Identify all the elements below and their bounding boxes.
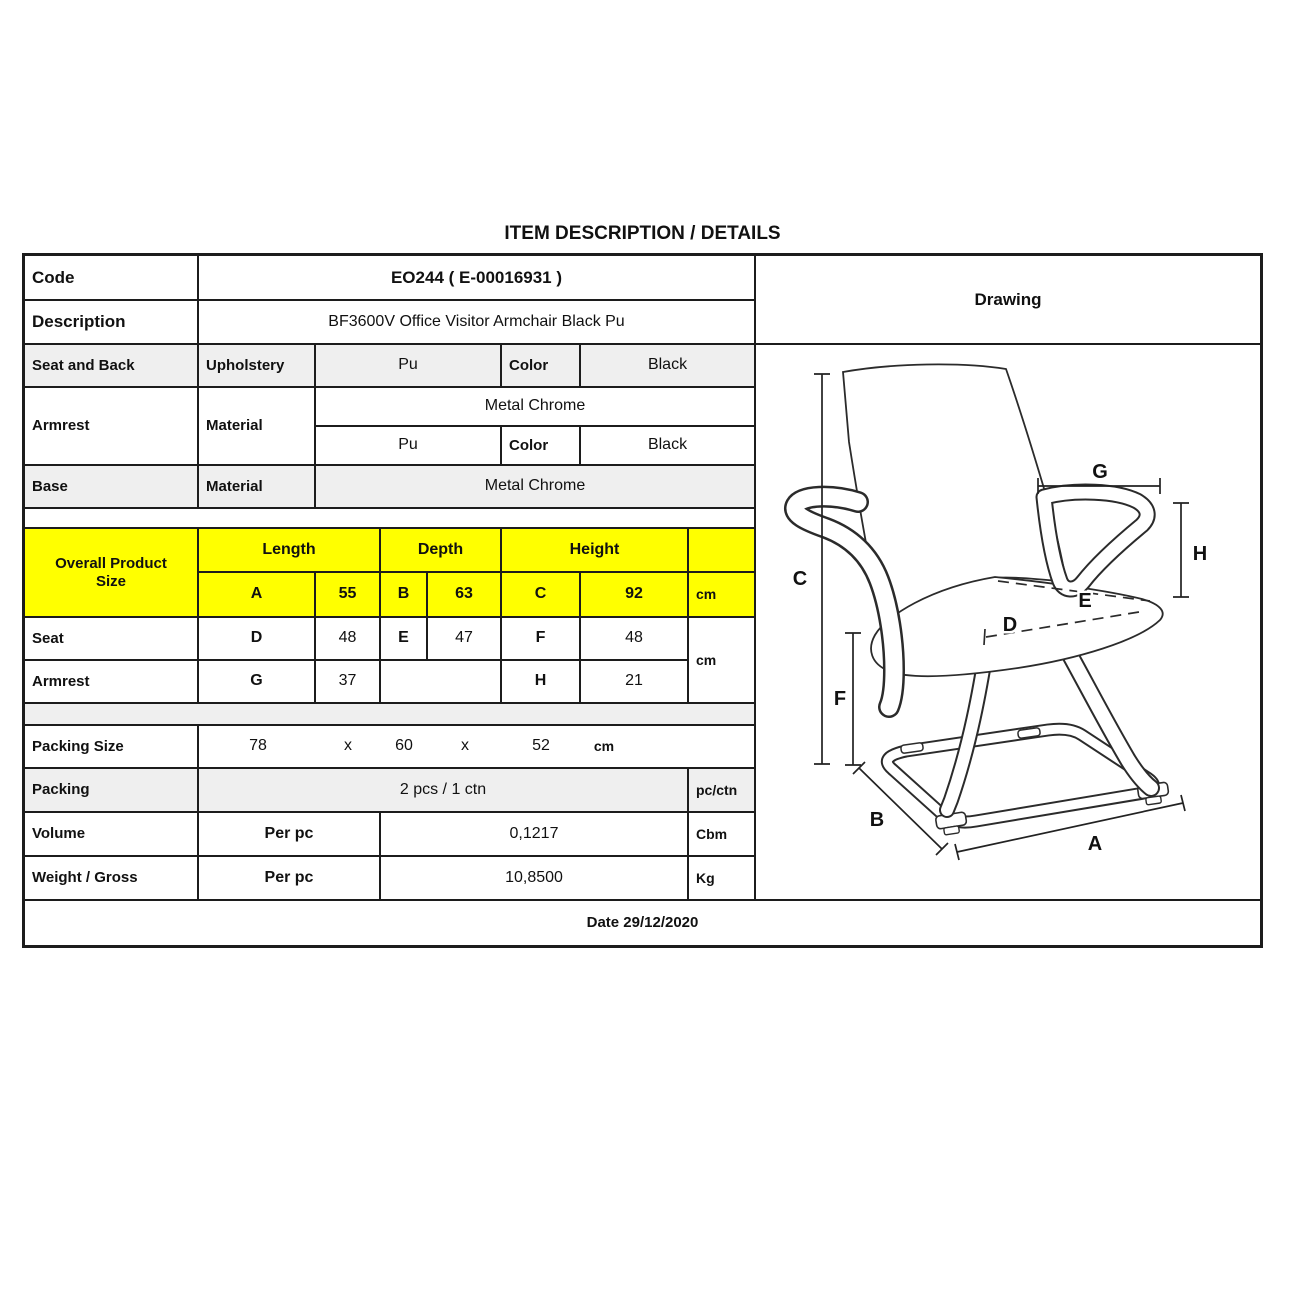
description-value: BF3600V Office Visitor Armchair Black Pu [199, 301, 756, 345]
seat-val-d: 48 [316, 618, 381, 661]
seat-armrest-unit: cm [689, 618, 756, 704]
seat-key-e: E [381, 618, 428, 661]
size-col-unit-empty [689, 529, 756, 573]
drawing-label-e: E [1078, 590, 1092, 612]
packing-size-label: Packing Size [25, 726, 199, 769]
drawing-area [756, 345, 1260, 901]
volume-label: Volume [25, 813, 199, 857]
seat-val-f: 48 [581, 618, 689, 661]
packing-unit: pc/ctn [689, 769, 756, 813]
drawing-label-g: G [1092, 461, 1108, 483]
armrest-attr: Material [199, 388, 316, 466]
armrest-color-value: Black [581, 427, 756, 466]
size-col-height: Height [502, 529, 689, 573]
dim-line-c [814, 374, 830, 764]
size-group-label: Overall Product Size [25, 529, 199, 618]
seat-back-attr: Upholstery [199, 345, 316, 388]
seat-key-f: F [502, 618, 581, 661]
seat-val-e: 47 [428, 618, 502, 661]
size-col-depth: Depth [381, 529, 502, 573]
seat-key-d: D [199, 618, 316, 661]
drawing-title: Drawing [756, 256, 1260, 345]
overall-key-a: A [199, 573, 316, 618]
armrest-pad-material: Pu [316, 427, 502, 466]
spacer-row-1 [25, 509, 756, 529]
overall-val-c: 92 [581, 573, 689, 618]
overall-val-b: 63 [428, 573, 502, 618]
packing-value: 2 pcs / 1 ctn [199, 769, 689, 813]
armrest-frame-material: Metal Chrome [316, 388, 756, 427]
armrest-key-g: G [199, 661, 316, 704]
armrest-val-h: 21 [581, 661, 689, 704]
armrest-val-g: 37 [316, 661, 381, 704]
seat-back-color-label: Color [502, 345, 581, 388]
base-label: Base [25, 466, 199, 509]
overall-key-c: C [502, 573, 581, 618]
packing-size-sep2: x [461, 737, 469, 755]
seat-back-material: Pu [316, 345, 502, 388]
overall-unit: cm [689, 573, 756, 618]
seat-dims-label: Seat [25, 618, 199, 661]
volume-unit: Cbm [689, 813, 756, 857]
drawing-label-b: B [869, 809, 885, 831]
armrest-key-h: H [502, 661, 581, 704]
armrest-empty-cell [381, 661, 502, 704]
size-col-length: Length [199, 529, 381, 573]
spacer-row-2 [25, 704, 756, 726]
dim-line-f [845, 633, 861, 765]
packing-size-height: 52 [532, 737, 550, 755]
chair-drawing [756, 345, 1260, 899]
drawing-label-h: H [1192, 543, 1208, 565]
overall-key-b: B [381, 573, 428, 618]
weight-unit: Kg [689, 857, 756, 901]
armrest-label: Armrest [25, 388, 199, 466]
packing-size-values [199, 726, 756, 769]
armrest-dims-label: Armrest [25, 661, 199, 704]
base-material: Metal Chrome [316, 466, 756, 509]
description-label: Description [25, 301, 199, 345]
code-label: Code [25, 256, 199, 301]
code-value: EO244 ( E-00016931 ) [199, 256, 756, 301]
drawing-label-d: D [1002, 614, 1018, 636]
packing-size-unit: cm [593, 738, 615, 755]
base-attr: Material [199, 466, 316, 509]
seat-back-label: Seat and Back [25, 345, 199, 388]
packing-size-length: 78 [249, 737, 267, 755]
page-title: ITEM DESCRIPTION / DETAILS [504, 223, 781, 244]
weight-value: 10,8500 [381, 857, 689, 901]
drawing-label-c: C [792, 568, 808, 590]
packing-size-depth: 60 [395, 737, 413, 755]
date-row: Date 29/12/2020 [586, 914, 699, 932]
packing-label: Packing [25, 769, 199, 813]
drawing-label-f: F [833, 688, 847, 710]
weight-per: Per pc [199, 857, 381, 901]
weight-label: Weight / Gross [25, 857, 199, 901]
volume-per: Per pc [199, 813, 381, 857]
packing-size-sep1: x [344, 737, 352, 755]
armrest-color-label: Color [502, 427, 581, 466]
seat-back-color-value: Black [581, 345, 756, 388]
overall-val-a: 55 [316, 573, 381, 618]
drawing-label-a: A [1087, 833, 1103, 855]
dim-line-h [1173, 503, 1189, 597]
volume-value: 0,1217 [381, 813, 689, 857]
